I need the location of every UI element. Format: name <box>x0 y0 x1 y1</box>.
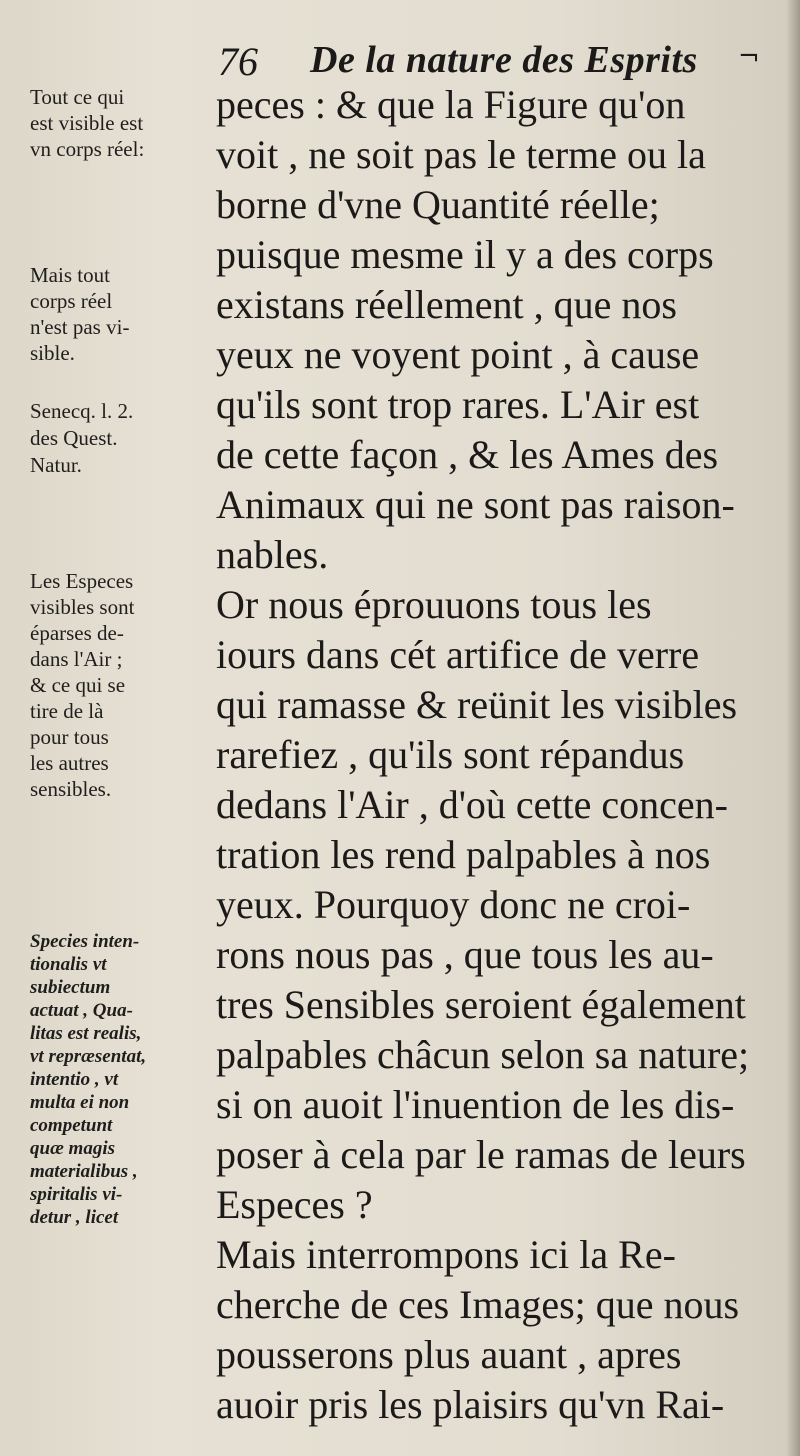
margin-note-line: materialibus , <box>30 1161 138 1182</box>
margin-note-line: litas est realis, <box>30 1023 142 1044</box>
text-line: tration les rend palpables à nos <box>216 832 711 877</box>
margin-note-line: vn corps réel: <box>30 137 145 161</box>
text-line: rarefiez , qu'ils sont répandus <box>216 732 685 777</box>
margin-note-latin <box>30 930 208 1229</box>
text-line: pousserons plus auant , apres <box>216 1332 682 1377</box>
text-line: Mais interrompons ici la Re- <box>216 1232 676 1277</box>
margin-note-line: intentio , vt <box>30 1069 119 1090</box>
margin-note-line: des Quest. <box>30 426 118 450</box>
text-line: borne d'vne Quantité réelle; <box>216 182 660 227</box>
running-title: De la nature des Esprits <box>310 39 698 81</box>
text-line: qu'ils sont trop rares. L'Air est <box>216 382 700 427</box>
margin-note-line: pour tous <box>30 725 109 749</box>
margin-note-line: actuat , Qua- <box>30 1000 133 1021</box>
margin-note-line: multa ei non <box>30 1092 130 1113</box>
text-line: palpables châcun selon sa nature; <box>216 1032 750 1077</box>
margin-note-line: corps réel <box>30 289 113 313</box>
page-edge-shadow <box>786 0 800 1456</box>
margin-note-line: Mais tout <box>30 263 110 287</box>
text-line: voit , ne soit pas le terme ou la <box>216 132 706 177</box>
margin-note-line: tire de là <box>30 699 104 723</box>
margin-note-line: subiectum <box>30 977 111 998</box>
margin-note-line: n'est pas vi- <box>30 315 130 339</box>
margin-note-line: sensibles. <box>30 777 112 801</box>
margin-note-line: Species inten- <box>30 931 140 952</box>
text-line: rons nous pas , que tous les au- <box>216 932 714 977</box>
text-line: puisque mesme il y a des corps <box>216 232 714 277</box>
text-line: peces : & que la Figure qu'on <box>216 82 686 127</box>
main-text <box>216 80 776 1430</box>
margin-note-line: vt repræsentat, <box>30 1046 147 1067</box>
text-line: yeux. Pourquoy donc ne croi- <box>216 882 691 927</box>
margin-note-line: Tout ce qui <box>30 85 125 109</box>
text-line: existans réellement , que nos <box>216 282 677 327</box>
margin-note-line: Senecq. l. 2. <box>30 399 134 423</box>
margin-note-invisible-body <box>30 262 208 366</box>
text-line: de cette façon , & les Ames des <box>216 432 719 477</box>
margin-note-line: dans l'Air ; <box>30 647 123 671</box>
text-line: iours dans cét artifice de verre <box>216 632 700 677</box>
text-line: auoir pris les plaisirs qu'vn Rai- <box>216 1382 725 1427</box>
margin-note-species <box>30 568 208 802</box>
margin-note-line: Natur. <box>30 453 82 477</box>
text-line: yeux ne voyent point , à cause <box>216 332 700 377</box>
margin-note-reference <box>30 398 208 479</box>
page-number: 76 <box>218 39 258 84</box>
text-line: si on auoit l'inuention de les dis- <box>216 1082 735 1127</box>
margin-note-visible-body <box>30 84 208 162</box>
text-line: tres Sensibles seroient également <box>216 982 746 1027</box>
text-line: qui ramasse & reünit les visibles <box>216 682 738 727</box>
margin-note-line: les autres <box>30 751 109 775</box>
margin-note-line: spiritalis vi- <box>30 1184 123 1205</box>
margin-note-line: competunt <box>30 1115 113 1136</box>
margin-note-line: & ce qui se <box>30 673 126 697</box>
margin-note-line: tionalis vt <box>30 954 107 975</box>
text-line: Animaux qui ne sont pas raison- <box>216 482 735 527</box>
text-line: Or nous éprouuons tous les <box>216 582 652 627</box>
margin-note-line: detur , licet <box>30 1207 119 1228</box>
text-line: Especes ? <box>216 1182 373 1227</box>
margin-note-line: est visible est <box>30 111 144 135</box>
corner-mark: ¬ <box>738 42 760 72</box>
margin-note-line: quæ magis <box>30 1138 115 1159</box>
text-line: nables. <box>216 532 329 577</box>
text-line: cherche de ces Images; que nous <box>216 1282 740 1327</box>
text-line: dedans l'Air , d'où cette concen- <box>216 782 728 827</box>
margin-note-line: visibles sont <box>30 595 135 619</box>
margin-note-line: Les Especes <box>30 569 134 593</box>
margin-note-line: sible. <box>30 341 75 365</box>
text-line: poser à cela par le ramas de leurs <box>216 1132 746 1177</box>
margin-note-line: éparses de- <box>30 621 124 645</box>
